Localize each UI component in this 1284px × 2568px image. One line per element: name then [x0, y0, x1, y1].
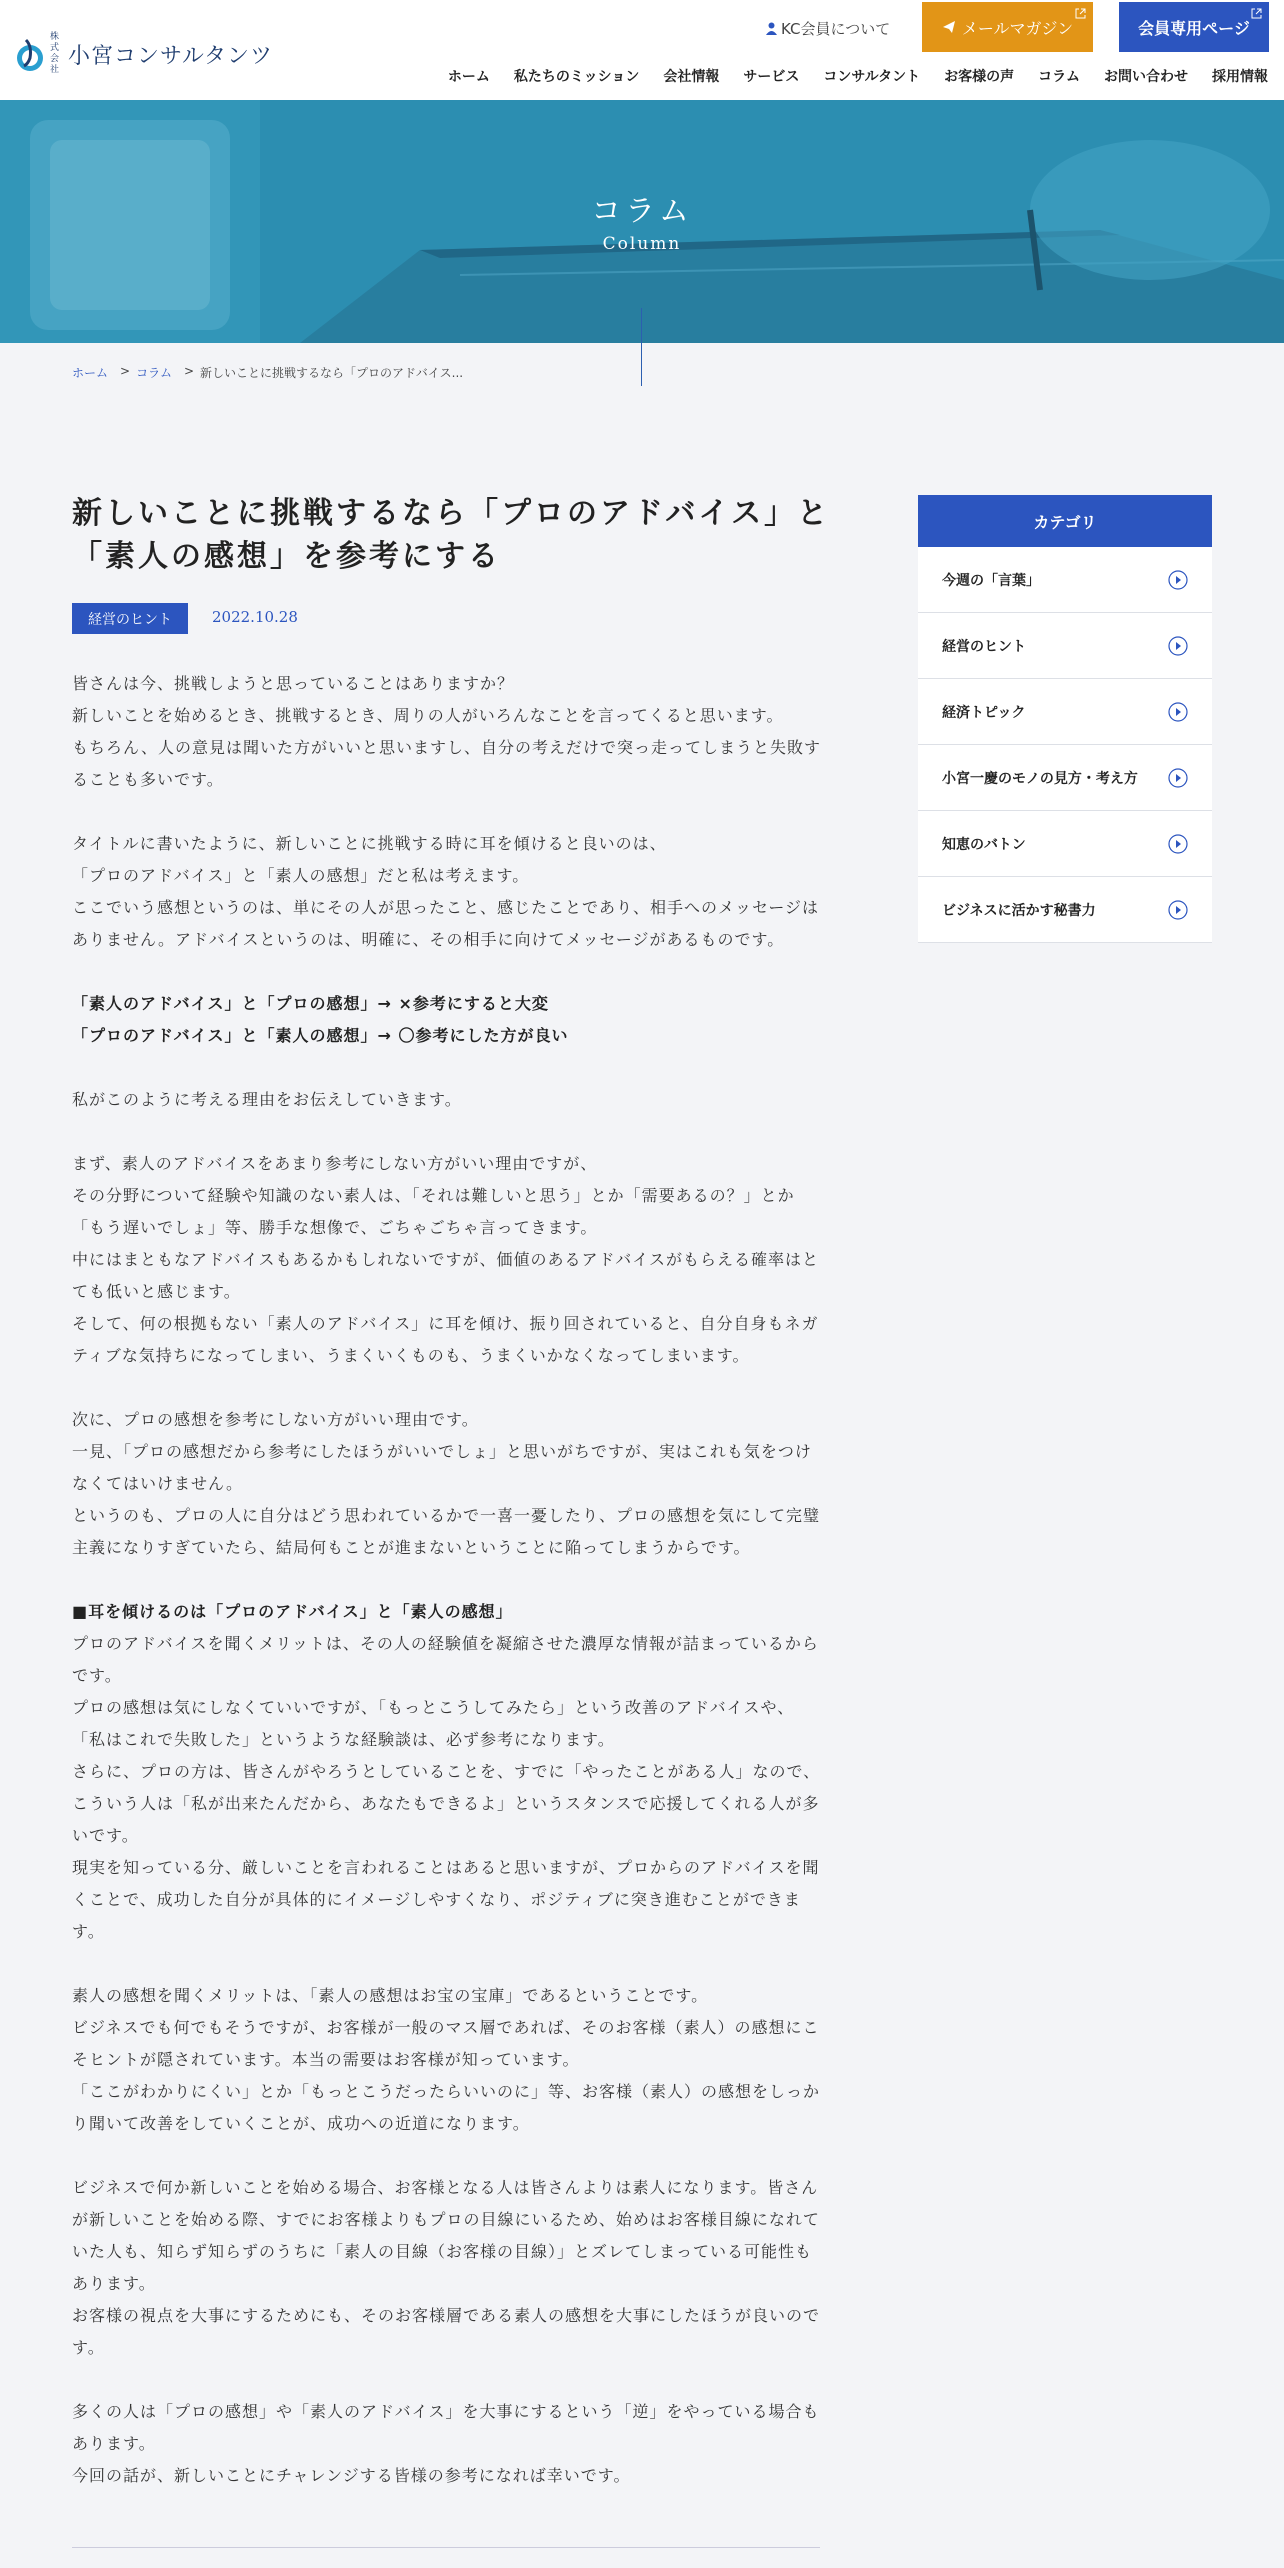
breadcrumb-home[interactable]: ホーム [72, 366, 109, 380]
article-line: 新しいことを始めるとき、挑戦するとき、周りの人がいろんなことを言ってくると思います。 [72, 706, 784, 725]
article-line: あります。 [72, 2434, 156, 2453]
article-line: ありません。アドバイスというのは、明確に、その相手に向けてメッセージがあるものです。 [72, 930, 785, 949]
member-page-button[interactable] [1119, 2, 1269, 52]
sidebar-heading: カテゴリ [918, 495, 1212, 547]
article-line: 「もう遅いでしょ」等、勝手な想像で、ごちゃごちゃ言ってきます。 [72, 1218, 598, 1237]
article-body [72, 668, 822, 2492]
kc-member-link[interactable] [766, 18, 890, 39]
sidebar-category-item[interactable] [918, 679, 1212, 745]
article-line: ることも多いです。 [72, 770, 224, 789]
article-line: 「プロのアドバイス」と「素人の感想」だと私は考えます。 [72, 866, 530, 885]
breadcrumb-column[interactable]: コラム [136, 366, 172, 380]
chevron-right-circle-icon [1168, 900, 1188, 920]
hero-subtitle: Column [602, 234, 682, 254]
article-line: その分野について経験や知識のない素人は、「それは難しいと思う」とか「需要あるの？」とか [72, 1186, 795, 1205]
article-line: 「素人のアドバイス」と「プロの感想」→ ×参考にすると大変 [72, 994, 549, 1013]
sidebar-category-item[interactable] [918, 613, 1212, 679]
hero-banner [0, 100, 1284, 343]
article-title-line: 新しいことに挑戦するなら「プロのアドバイス」と [72, 496, 831, 531]
article-line: あります。 [72, 2274, 156, 2293]
article-line: いた人も、知らず知らずのうちに「素人の目線（お客様の目線）」とズレてしまっている可能性も [72, 2242, 813, 2261]
chevron-right-circle-icon [1168, 636, 1188, 656]
paragraph-spacer [72, 1052, 822, 1084]
article-line: ビジネスで何か新しいことを始める場合、お客様となる人は皆さんよりは素人になります。皆さん [72, 2178, 819, 2197]
paragraph-spacer [72, 2140, 822, 2172]
article-line: なくてはいけません。 [72, 1474, 243, 1493]
sidebar-category-label: 経営のヒント [942, 638, 1026, 655]
article-line: こういう人は「私が出来たんだから、あなたもできるよ」というスタンスで応援してくれる人が多 [72, 1794, 820, 1813]
article-line: お客様の視点を大事にするためにも、そのお客様層である素人の感想を大事にしたほうが良いので [72, 2306, 821, 2325]
category-sidebar [918, 495, 1212, 943]
sidebar-category-label: 小宮一慶のモノの見方・考え方 [942, 770, 1138, 787]
newsletter-button[interactable] [922, 2, 1093, 52]
nav-column[interactable]: コラム [1038, 69, 1080, 85]
paragraph-spacer [72, 796, 822, 828]
article-line: さらに、プロの方は、皆さんがやろうとしていることを、すでに「やったことがある人」なので、 [72, 1762, 821, 1781]
nav-testimonials[interactable]: お客様の声 [944, 69, 1015, 85]
paragraph-spacer [72, 956, 822, 988]
article-line: ■耳を傾けるのは「プロのアドバイス」と「素人の感想」 [72, 1602, 513, 1621]
person-icon [766, 22, 777, 35]
sidebar-category-label: ビジネスに活かす秘書力 [942, 902, 1096, 919]
hero-divider-line [641, 308, 642, 386]
article-line: いです。 [72, 1826, 139, 1845]
article-line: くことで、成功した自分が具体的にイメージしやすくなり、ポジティブに突き進むことができま [72, 1890, 801, 1909]
logo-small-text: 株式会社 [50, 32, 60, 75]
nav-home[interactable]: ホーム [447, 69, 490, 85]
article-line: 「私はこれで失敗した」というような経験談は、必ず参考になります。 [72, 1730, 615, 1749]
breadcrumb-current: 新しいことに挑戦するなら「プロのアドバイス... [200, 366, 464, 380]
article-line: まず、素人のアドバイスをあまり参考にしない方がいい理由ですが、 [72, 1154, 598, 1173]
external-link-icon [1251, 8, 1262, 19]
chevron-right-circle-icon [1168, 768, 1188, 788]
article-line: が新しいことを始める際、すでにお客様よりもプロの目線にいるため、始めはお客様目線になれて [72, 2210, 820, 2229]
paragraph-spacer [72, 1116, 822, 1148]
article-line: 「ここがわかりにくい」とか「もっとこうだったらいいのに」等、お客様（素人）の感想をしっか [72, 2082, 821, 2101]
article-line: す。 [72, 1922, 105, 1941]
chevron-right-circle-icon [1168, 834, 1188, 854]
article-line: 中にはまともなアドバイスもあるかもしれないですが、価値のあるアドバイスがもらえる確率はと [72, 1250, 820, 1269]
article-line: ここでいう感想というのは、単にその人が思ったこと、感じたことであり、相手へのメッセージは [72, 898, 820, 917]
article-line: 次に、プロの感想を参考にしない方がいい理由です。 [72, 1410, 479, 1429]
sidebar-category-item[interactable] [918, 811, 1212, 877]
article-line: 皆さんは今、挑戦しようと思っていることはありますか？ [72, 674, 515, 693]
paragraph-spacer [72, 1948, 822, 1980]
breadcrumb-separator: > [183, 364, 195, 378]
paragraph-spacer [72, 1564, 822, 1596]
main-nav [424, 66, 1268, 86]
article-line: 一見、「プロの感想だから参考にしたほうがいいでしょ」と思いがちですが、実はこれも気をつけ [72, 1442, 812, 1461]
kc-member-label: KC会員について [781, 20, 891, 38]
nav-consultants[interactable]: コンサルタント [823, 69, 921, 85]
category-tag[interactable]: 経営のヒント [72, 603, 188, 634]
article-line: り聞いて改善をしていくことが、成功への近道になります。 [72, 2114, 530, 2133]
nav-company[interactable]: 会社情報 [663, 69, 720, 85]
article-line: 私がこのように考える理由をお伝えしていきます。 [72, 1090, 462, 1109]
sidebar-category-label: 今週の「言葉」 [942, 572, 1040, 589]
article-line: 主義になりすぎていたら、結局何もことが進まないということに陥ってしまうからです。 [72, 1538, 751, 1557]
paragraph-spacer [72, 2364, 822, 2396]
article-line: プロの感想は気にしなくていいですが、「もっとこうしてみたら」という改善のアドバイスや、 [72, 1698, 795, 1717]
article-line: 今回の話が、新しいことにチャレンジする皆様の参考になれば幸いです。 [72, 2466, 631, 2485]
article-line: ビジネスでも何でもそうですが、お客様が一般のマス層であれば、そのお客様（素人）の感想にこ [72, 2018, 820, 2037]
nav-recruit[interactable]: 採用情報 [1212, 69, 1268, 85]
article-line: ティブな気持ちになってしまい、うまくいくものも、うまくいかなくなってしまいます。 [72, 1346, 750, 1365]
paper-plane-icon [942, 20, 956, 34]
article-line: 多くの人は「プロの感想」や「素人のアドバイス」を大事にするという「逆」をやっている場合も [72, 2402, 820, 2421]
article-line: もちろん、人の意見は聞いた方がいいと思いますし、自分の考えだけで突っ走ってしまうと失敗す [72, 738, 821, 757]
external-link-icon [1075, 8, 1086, 19]
breadcrumb-separator: > [120, 364, 131, 378]
nav-services[interactable]: サービス [743, 69, 800, 85]
company-logo[interactable] [16, 32, 273, 76]
article-line: タイトルに書いたように、新しいことに挑戦する時に耳を傾けると良いのは、 [72, 834, 667, 853]
article-line: 現実を知っている分、厳しいことを言われることはあると思いますが、プロからのアドバイスを聞 [72, 1858, 820, 1877]
article-line: す。 [72, 2338, 105, 2357]
chevron-right-circle-icon [1168, 702, 1188, 722]
article-line: そヒントが隠されています。本当の需要はお客様が知っています。 [72, 2050, 580, 2069]
sidebar-category-item[interactable] [918, 745, 1212, 811]
sidebar-category-label: 経済トピック [942, 704, 1026, 721]
article-line: そして、何の根拠もない「素人のアドバイス」に耳を傾け、振り回されていると、自分自身もネガ [72, 1314, 819, 1333]
sidebar-category-item[interactable] [918, 547, 1212, 613]
nav-contact[interactable]: お問い合わせ [1104, 69, 1188, 85]
article-line: というのも、プロの人に自分はどう思われているかで一喜一憂したり、プロの感想を気にして完璧 [72, 1506, 821, 1525]
sidebar-category-label: 知恵のバトン [942, 836, 1026, 853]
hero-title: コラム [591, 194, 693, 229]
article-title-line: 「素人の感想」を参考にする [72, 539, 501, 574]
newsletter-label: メールマガジン [961, 18, 1074, 38]
member-page-label: 会員専用ページ [1138, 18, 1250, 38]
site-header [0, 0, 1284, 100]
logo-name-text: 小宮コンサルタンツ [68, 43, 274, 69]
post-date: 2022.10.28 [212, 608, 298, 626]
article-line: です。 [72, 1666, 122, 1685]
article-line: 「プロのアドバイス」と「素人の感想」→ 〇参考にした方が良い [72, 1026, 569, 1045]
article-line: プロのアドバイスを聞くメリットは、その人の経験値を凝縮させた濃厚な情報が詰まっているから [72, 1634, 819, 1653]
chevron-right-circle-icon [1168, 570, 1188, 590]
article-title [72, 492, 832, 578]
sidebar-category-item[interactable] [918, 877, 1212, 943]
breadcrumb [72, 364, 463, 381]
nav-mission[interactable]: 私たちのミッション [513, 69, 640, 85]
logo-mark-icon [16, 36, 44, 72]
paragraph-spacer [72, 1372, 822, 1404]
article-line: 素人の感想を聞くメリットは、「素人の感想はお宝の宝庫」であるということです。 [72, 1986, 709, 2005]
article-line: ても低いと感じます。 [72, 1282, 241, 1301]
article-bottom-divider [72, 2547, 820, 2548]
